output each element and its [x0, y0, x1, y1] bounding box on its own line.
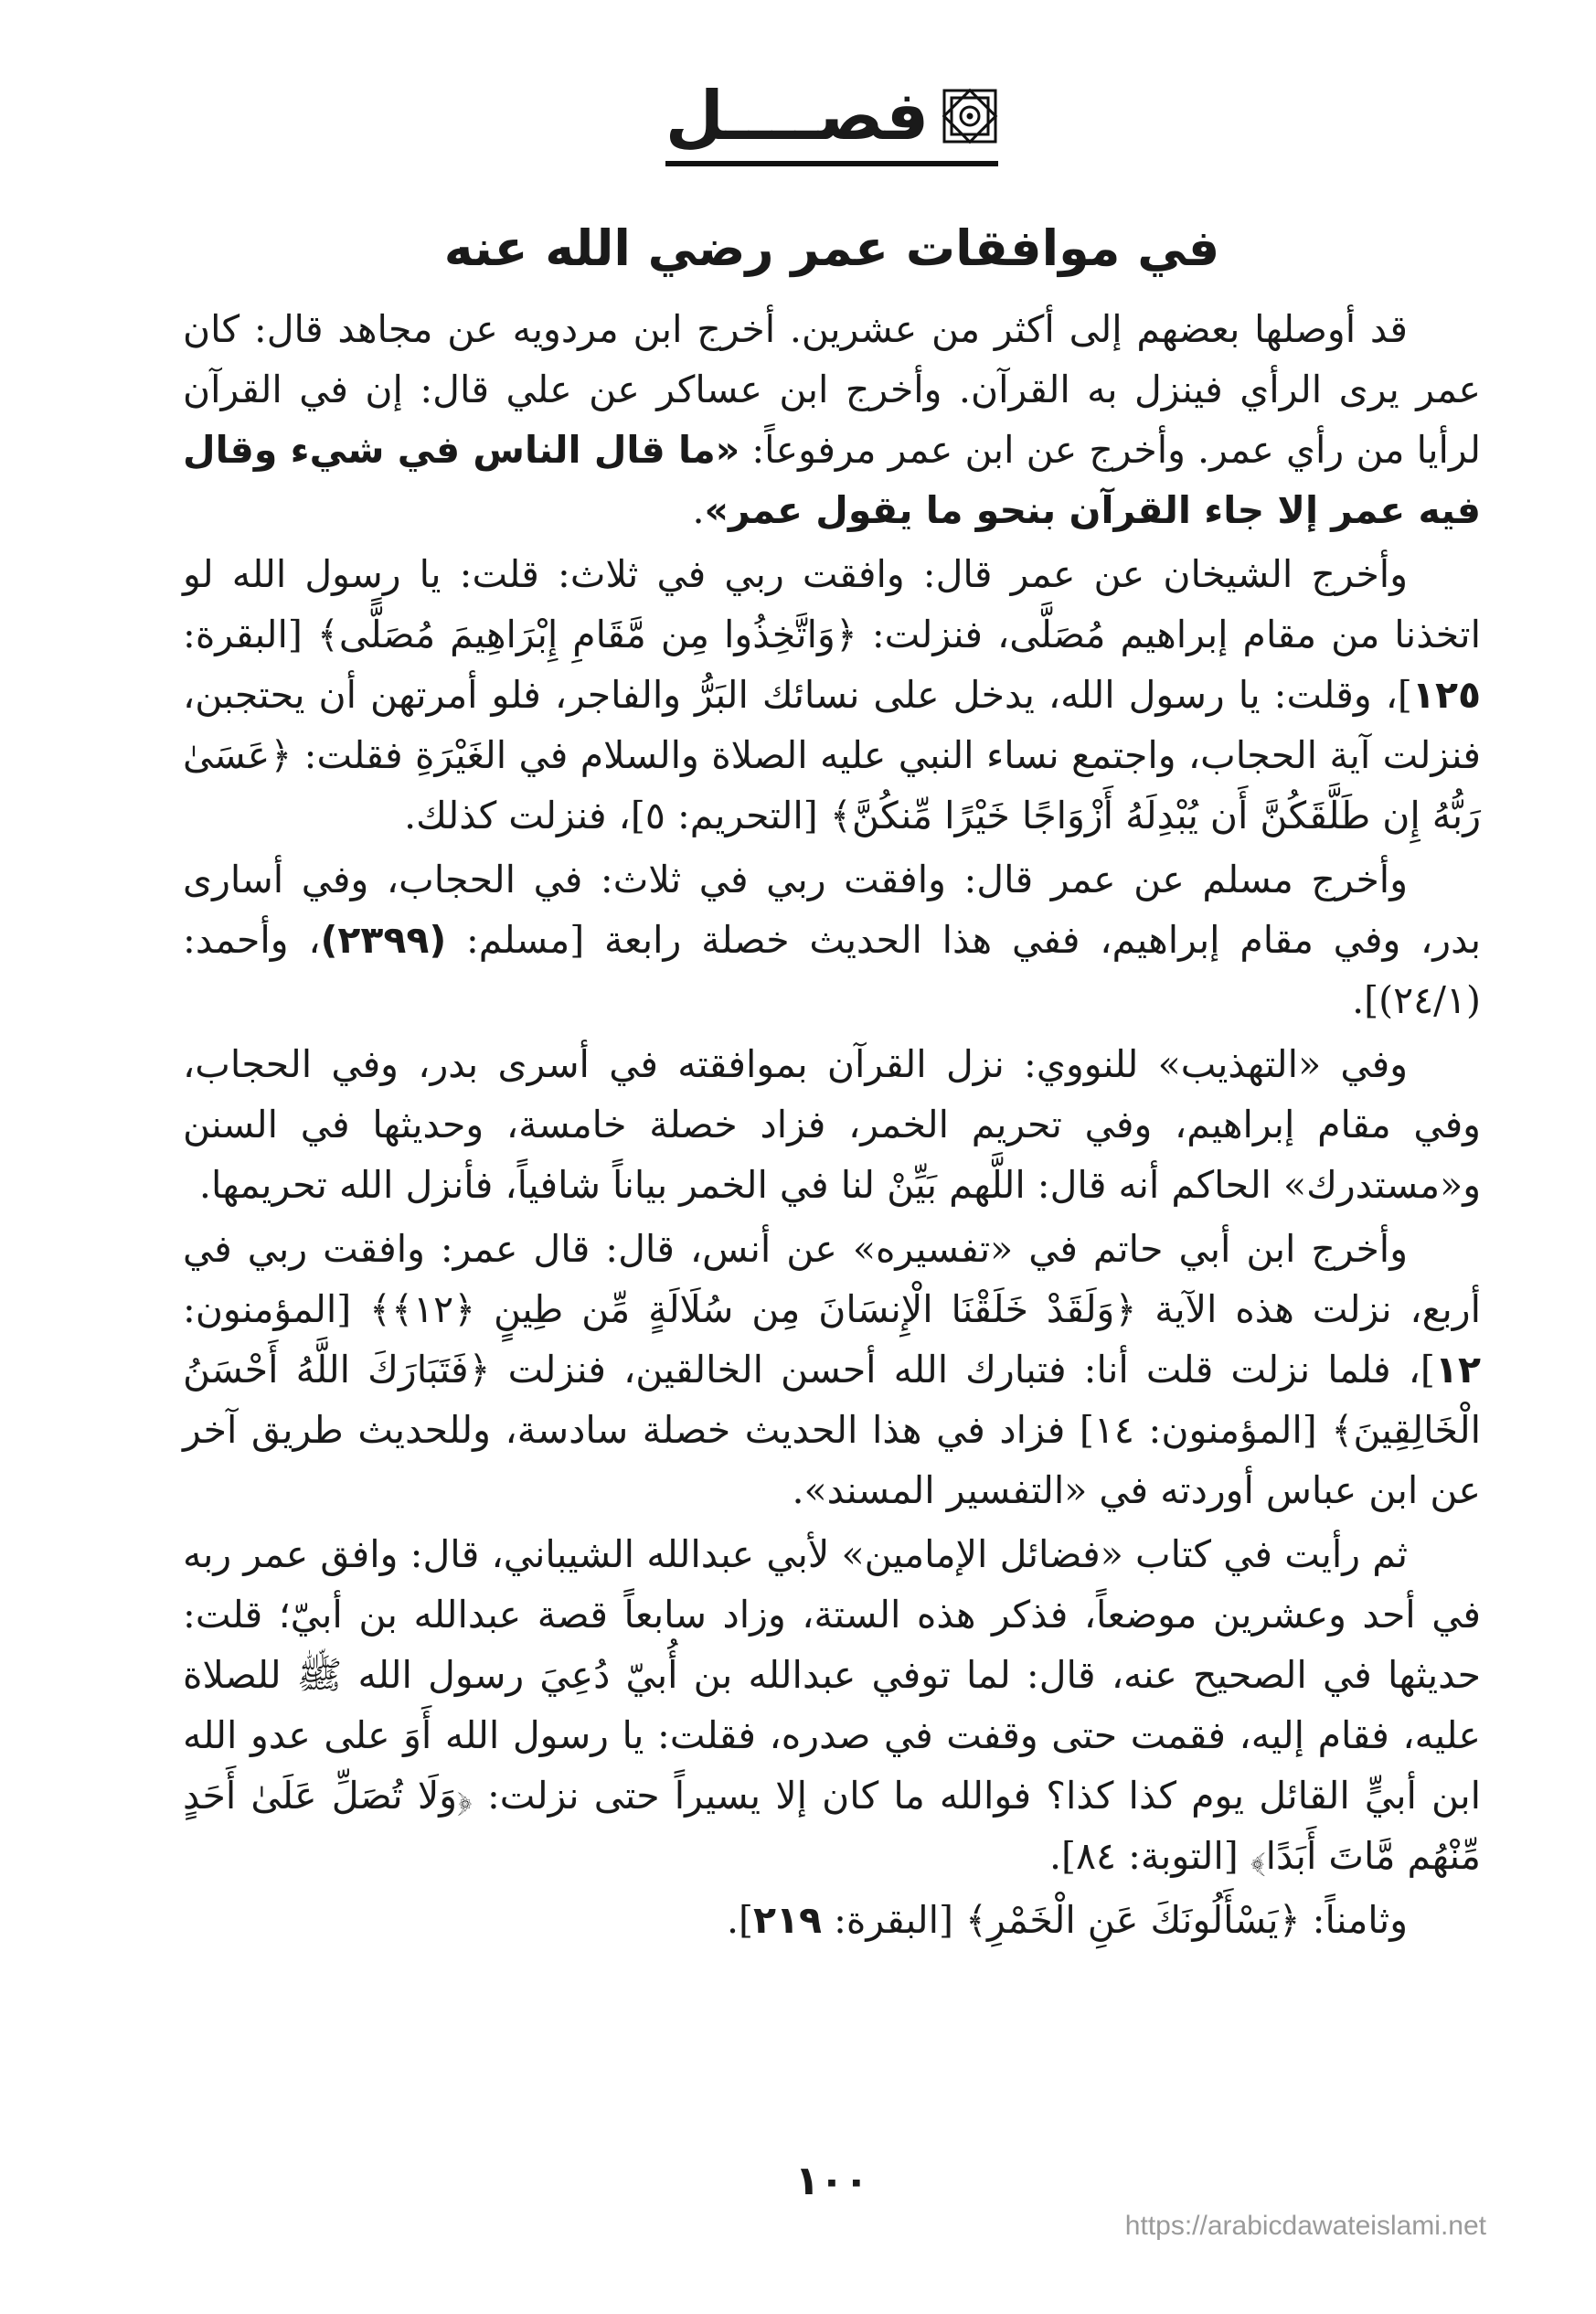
- section-subtitle: في موافقات عمر رضي الله عنه: [443, 219, 1220, 277]
- paragraph-1: قد أوصلها بعضهم إلى أكثر من عشرين. أخرج ابن مردويه عن مجاهد قال: كان عمر يرى الرأي فينزل به القرآن. وأخرج ابن عساكر عن علي قال: إن في القرآن لرأيا من رأي عمر. وأخرج عن ابن عمر مرفوعاً: «ما قال الناس في شيء وقال فيه عمر إلا جاء القرآن بنحو ما يقول عمر».: [183, 307, 1481, 532]
- watermark-url: https://arabicdawateislami.net: [1124, 2211, 1486, 2241]
- paragraph-4: وفي «التهذيب» للنووي: نزل القرآن بموافقته في أسرى بدر، وفي الحجاب، وفي مقام إبراهيم، وفي تحريم الخمر، فزاد خصلة خامسة، وحديثها في السنن و«مستدرك» الحاكم أنه قال: اللَّهم بَيِّنْ لنا في الخمر بياناً شافياً، فأنزل الله تحريمها.: [183, 1042, 1481, 1207]
- body-text: [183, 299, 1481, 1950]
- section-header: [183, 77, 1481, 192]
- paragraph-7: وثامناً: ﴿يَسْأَلُونَكَ عَنِ الْخَمْرِ﴾ [البقرة: ٢١٩].: [726, 1898, 1408, 1942]
- section-heading: [665, 77, 999, 166]
- paragraph-3: وأخرج مسلم عن عمر قال: وافقت ربي في ثلاث: في الحجاب، وفي أسارى بدر، وفي مقام إبراهيم، ففي هذا الحديث خصلة رابعة [مسلم: (٢٣٩٩)، وأحمد: (٢٤/١)].: [183, 858, 1481, 1022]
- document-page: [183, 77, 1481, 2277]
- page-number: ١٠٠: [794, 2158, 869, 2204]
- paragraph-2: وأخرج الشيخان عن عمر قال: وافقت ربي في ثلاث: قلت: يا رسول الله لو اتخذنا من مقام إبراهيم مُصَلَّى، فنزلت: ﴿وَاتَّخِذُوا مِن مَّقَامِ إِبْرَاهِيمَ مُصَلًّى﴾ [البقرة: ١٢٥]، وقلت: يا رسول الله، يدخل على نسائك البَرُّ والفاجر، فلو أمرتهن أن يحتجبن، فنزلت آية الحجاب، واجتمع نساء النبي عليه الصلاة والسلام في الغَيْرَةِ فقلت: ﴿عَسَىٰ رَبُّهُ إِن طَلَّقَكُنَّ أَن يُبْدِلَهُ أَزْوَاجًا خَيْرًا مِّنكُنَّ﴾ [التحريم: ٥]، فنزلت كذلك.: [183, 552, 1481, 837]
- section-title: فصــــل: [665, 77, 930, 155]
- eight-point-star-ornament-icon: [942, 88, 998, 144]
- paragraph-5: وأخرج ابن أبي حاتم في «تفسيره» عن أنس، قال: قال عمر: وافقت ربي في أربع، نزلت هذه الآية ﴿وَلَقَدْ خَلَقْنَا الْإِنسَانَ مِن سُلَالَةٍ مِّن طِينٍ ﴿١٢﴾﴾ [المؤمنون: ١٢]، فلما نزلت قلت أنا: فتبارك الله أحسن الخالقين، فنزلت ﴿فَتَبَارَكَ اللَّهُ أَحْسَنُ الْخَالِقِينَ﴾ [المؤمنون: ١٤] فزاد في هذا الحديث خصلة سادسة، وللحديث طريق آخر عن ابن عباس أوردته في «التفسير المسند».: [183, 1227, 1481, 1512]
- paragraph-6: ثم رأيت في كتاب «فضائل الإمامين» لأبي عبدالله الشيباني، قال: وافق عمر ربه في أحد وعشرين موضعاً، فذكر هذه الستة، وزاد سابعاً قصة عبدالله بن أبيّ؛ قلت: حديثها في الصحيح عنه، قال: لما توفي عبدالله بن أُبيّ دُعِيَ رسول الله ﷺ للصلاة عليه، فقام إليه، فقمت حتى وقفت في صدره، فقلت: يا رسول الله أَوَ على عدو الله ابن أبيٍّ القائل يوم كذا كذا؟ فوالله ما كان إلا يسيراً حتى نزلت: ﴿وَلَا تُصَلِّ عَلَىٰ أَحَدٍ مِّنْهُم مَّاتَ أَبَدًا﴾ [التوبة: ٨٤].: [183, 1532, 1481, 1878]
